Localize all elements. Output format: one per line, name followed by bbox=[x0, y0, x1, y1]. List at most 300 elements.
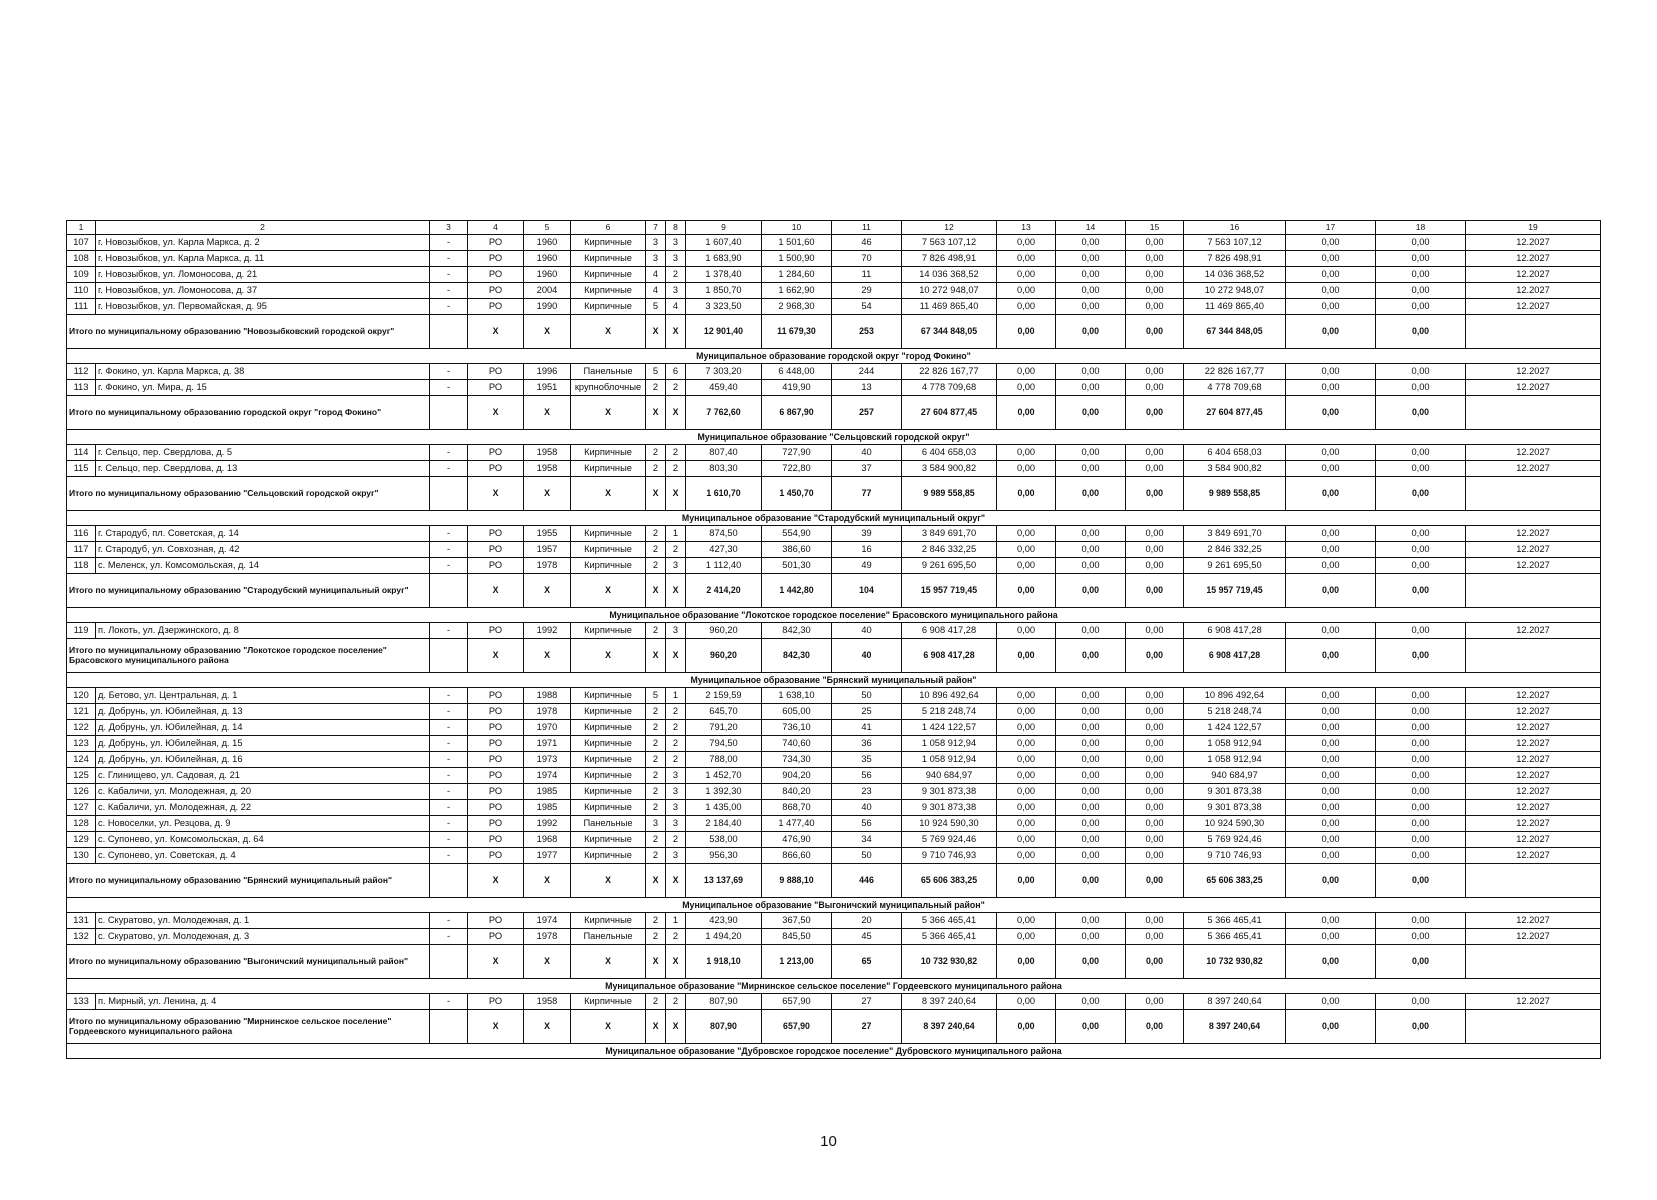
table-cell: 6 bbox=[666, 364, 686, 380]
table-cell: 9 301 873,38 bbox=[1184, 784, 1286, 800]
table-cell: - bbox=[430, 994, 468, 1010]
table-cell: - bbox=[430, 299, 468, 315]
table-cell: 0,00 bbox=[997, 720, 1056, 736]
total-cell: 9 888,10 bbox=[762, 864, 832, 898]
total-cell: 0,00 bbox=[1126, 945, 1184, 979]
table-cell: 124 bbox=[67, 752, 96, 768]
table-cell: РО bbox=[468, 800, 524, 816]
table-cell: Панельные bbox=[571, 929, 646, 945]
table-cell: 3 bbox=[666, 848, 686, 864]
table-cell: 9 710 746,93 bbox=[1184, 848, 1286, 864]
table-cell: Кирпичные bbox=[571, 526, 646, 542]
table-cell: 34 bbox=[832, 832, 902, 848]
table-cell: РО bbox=[468, 704, 524, 720]
total-cell: 0,00 bbox=[997, 574, 1056, 608]
table-cell: 0,00 bbox=[1056, 768, 1126, 784]
table-cell: 1 058 912,94 bbox=[1184, 752, 1286, 768]
table-cell: 112 bbox=[67, 364, 96, 380]
section-title: Муниципальное образование "Дубровское городское поселение" Дубровского муниципального района bbox=[67, 1044, 1601, 1059]
table-cell: Кирпичные bbox=[571, 800, 646, 816]
table-cell: 121 bbox=[67, 704, 96, 720]
table-cell: 1973 bbox=[524, 752, 571, 768]
total-cell: X bbox=[524, 477, 571, 511]
table-cell: 0,00 bbox=[1056, 736, 1126, 752]
table-cell: 120 bbox=[67, 688, 96, 704]
table-cell: 123 bbox=[67, 736, 96, 752]
table-cell: 0,00 bbox=[1056, 929, 1126, 945]
table-cell: 2 bbox=[646, 542, 666, 558]
table-cell: РО bbox=[468, 364, 524, 380]
table-cell: 45 bbox=[832, 929, 902, 945]
table-cell: 501,30 bbox=[762, 558, 832, 574]
table-cell: 0,00 bbox=[1286, 913, 1376, 929]
table-cell: 2 bbox=[666, 720, 686, 736]
column-number: 9 bbox=[686, 221, 762, 235]
table-cell: 12.2027 bbox=[1466, 736, 1601, 752]
section-row bbox=[67, 608, 1601, 623]
table-cell: 0,00 bbox=[1126, 623, 1184, 639]
table-cell: 866,60 bbox=[762, 848, 832, 864]
table-cell: Кирпичные bbox=[571, 235, 646, 251]
table-cell: 0,00 bbox=[997, 688, 1056, 704]
table-cell: 12.2027 bbox=[1466, 848, 1601, 864]
table-cell: 0,00 bbox=[1126, 832, 1184, 848]
table-cell: Кирпичные bbox=[571, 752, 646, 768]
total-cell: 65 bbox=[832, 945, 902, 979]
table-cell: 840,20 bbox=[762, 784, 832, 800]
table-cell: РО bbox=[468, 299, 524, 315]
table-cell: 0,00 bbox=[1376, 542, 1466, 558]
table-cell: 244 bbox=[832, 364, 902, 380]
table-cell: г. Новозыбков, ул. Первомайская, д. 95 bbox=[96, 299, 430, 315]
table-cell: - bbox=[430, 848, 468, 864]
table-cell: 0,00 bbox=[1126, 235, 1184, 251]
table-cell: 40 bbox=[832, 445, 902, 461]
table-cell: 50 bbox=[832, 688, 902, 704]
total-cell: 0,00 bbox=[1056, 574, 1126, 608]
table-cell: 2 846 332,25 bbox=[902, 542, 997, 558]
table-cell: 7 826 498,91 bbox=[1184, 251, 1286, 267]
table-cell: 12.2027 bbox=[1466, 235, 1601, 251]
table-cell: РО bbox=[468, 542, 524, 558]
table-cell: 0,00 bbox=[1056, 848, 1126, 864]
total-cell: X bbox=[524, 315, 571, 349]
table-cell: 657,90 bbox=[762, 994, 832, 1010]
table-cell: 2 bbox=[666, 752, 686, 768]
table-cell: 1 638,10 bbox=[762, 688, 832, 704]
total-cell bbox=[430, 477, 468, 511]
table-cell: 3 bbox=[646, 235, 666, 251]
table-cell: 3 bbox=[666, 768, 686, 784]
table-cell: 5 218 248,74 bbox=[1184, 704, 1286, 720]
table-cell: 115 bbox=[67, 461, 96, 477]
table-cell: 788,00 bbox=[686, 752, 762, 768]
table-cell: 807,40 bbox=[686, 445, 762, 461]
table-cell: 1990 bbox=[524, 299, 571, 315]
table-cell: РО bbox=[468, 832, 524, 848]
total-label: Итого по муниципальному образованию городской округ "город Фокино" bbox=[67, 396, 430, 430]
table-cell: 0,00 bbox=[1056, 752, 1126, 768]
table-cell: 0,00 bbox=[997, 784, 1056, 800]
table-cell: Кирпичные bbox=[571, 784, 646, 800]
table-cell: 0,00 bbox=[1286, 526, 1376, 542]
total-cell: 27 604 877,45 bbox=[902, 396, 997, 430]
table-cell: 1971 bbox=[524, 736, 571, 752]
table-cell: 4 778 709,68 bbox=[1184, 380, 1286, 396]
total-cell: 9 989 558,85 bbox=[1184, 477, 1286, 511]
table-cell: 0,00 bbox=[997, 623, 1056, 639]
table-cell: 56 bbox=[832, 816, 902, 832]
column-number: 11 bbox=[832, 221, 902, 235]
total-cell: 0,00 bbox=[997, 945, 1056, 979]
table-cell: 2 bbox=[646, 768, 666, 784]
table-cell: - bbox=[430, 736, 468, 752]
table-cell: 12.2027 bbox=[1466, 816, 1601, 832]
table-row bbox=[67, 913, 1601, 929]
table-cell: - bbox=[430, 704, 468, 720]
table-cell: 3 bbox=[666, 283, 686, 299]
table-cell: 2 bbox=[646, 913, 666, 929]
table-cell: г. Новозыбков, ул. Ломоносова, д. 37 bbox=[96, 283, 430, 299]
table-cell: 794,50 bbox=[686, 736, 762, 752]
table-cell: 0,00 bbox=[1056, 283, 1126, 299]
column-number: 18 bbox=[1376, 221, 1466, 235]
total-cell: 0,00 bbox=[1056, 477, 1126, 511]
table-cell: 0,00 bbox=[1056, 720, 1126, 736]
table-cell: 1 662,90 bbox=[762, 283, 832, 299]
table-cell: 10 924 590,30 bbox=[902, 816, 997, 832]
table-cell: 0,00 bbox=[1376, 299, 1466, 315]
total-cell: X bbox=[571, 864, 646, 898]
table-cell: г. Фокино, ул. Карла Маркса, д. 38 bbox=[96, 364, 430, 380]
table-cell: 41 bbox=[832, 720, 902, 736]
table-cell: Кирпичные bbox=[571, 445, 646, 461]
total-cell: 10 732 930,82 bbox=[902, 945, 997, 979]
section-row bbox=[67, 349, 1601, 364]
total-cell: 0,00 bbox=[1376, 574, 1466, 608]
total-cell: 12 901,40 bbox=[686, 315, 762, 349]
table-cell: 29 bbox=[832, 283, 902, 299]
table-cell: РО bbox=[468, 752, 524, 768]
table-cell: 0,00 bbox=[997, 752, 1056, 768]
table-cell: 3 bbox=[666, 251, 686, 267]
table-cell: 5 bbox=[646, 299, 666, 315]
total-cell: 0,00 bbox=[1126, 864, 1184, 898]
total-cell: 10 732 930,82 bbox=[1184, 945, 1286, 979]
table-cell: 111 bbox=[67, 299, 96, 315]
total-cell: 1 442,80 bbox=[762, 574, 832, 608]
table-cell: 0,00 bbox=[997, 994, 1056, 1010]
total-cell bbox=[1466, 574, 1601, 608]
table-cell: 605,00 bbox=[762, 704, 832, 720]
table-cell: 12.2027 bbox=[1466, 364, 1601, 380]
table-cell: - bbox=[430, 526, 468, 542]
table-cell: 0,00 bbox=[997, 768, 1056, 784]
table-cell: Кирпичные bbox=[571, 299, 646, 315]
table-cell: 2 bbox=[646, 832, 666, 848]
total-cell: 0,00 bbox=[1286, 315, 1376, 349]
table-row bbox=[67, 688, 1601, 704]
total-cell: 0,00 bbox=[1056, 1010, 1126, 1044]
total-cell: X bbox=[524, 639, 571, 673]
table-cell: 0,00 bbox=[1126, 816, 1184, 832]
table-cell: 0,00 bbox=[1286, 364, 1376, 380]
table-cell: 12.2027 bbox=[1466, 784, 1601, 800]
table-cell: с. Скуратово, ул. Молодежная, д. 1 bbox=[96, 913, 430, 929]
table-cell: 5 366 465,41 bbox=[1184, 913, 1286, 929]
table-cell: 10 896 492,64 bbox=[1184, 688, 1286, 704]
table-cell: Кирпичные bbox=[571, 913, 646, 929]
total-label: Итого по муниципальному образованию "Новозыбковский городской округ" bbox=[67, 315, 430, 349]
table-cell: 10 896 492,64 bbox=[902, 688, 997, 704]
table-row bbox=[67, 445, 1601, 461]
total-cell: 9 989 558,85 bbox=[902, 477, 997, 511]
table-cell: 0,00 bbox=[1286, 299, 1376, 315]
table-cell: Кирпичные bbox=[571, 558, 646, 574]
total-row bbox=[67, 477, 1601, 511]
table-cell: 2 bbox=[646, 848, 666, 864]
table-cell: Кирпичные bbox=[571, 688, 646, 704]
table-cell: Панельные bbox=[571, 364, 646, 380]
table-cell: 12.2027 bbox=[1466, 380, 1601, 396]
table-cell: 113 bbox=[67, 380, 96, 396]
table-cell: 0,00 bbox=[1376, 704, 1466, 720]
table-row bbox=[67, 542, 1601, 558]
table-row bbox=[67, 736, 1601, 752]
table-cell: - bbox=[430, 542, 468, 558]
table-cell: 1 424 122,57 bbox=[902, 720, 997, 736]
table-cell: 1996 bbox=[524, 364, 571, 380]
table-cell: 1992 bbox=[524, 816, 571, 832]
table-cell: 2 bbox=[666, 704, 686, 720]
table-cell: 0,00 bbox=[997, 364, 1056, 380]
table-cell: Кирпичные bbox=[571, 251, 646, 267]
table-cell: 0,00 bbox=[1376, 364, 1466, 380]
table-cell: 386,60 bbox=[762, 542, 832, 558]
table-cell: 0,00 bbox=[1126, 929, 1184, 945]
table-cell: 2 bbox=[646, 623, 666, 639]
table-cell: 0,00 bbox=[997, 736, 1056, 752]
total-cell: 0,00 bbox=[997, 1010, 1056, 1044]
table-cell: РО bbox=[468, 235, 524, 251]
table-cell: 2 bbox=[666, 832, 686, 848]
table-cell: 842,30 bbox=[762, 623, 832, 639]
total-cell: 0,00 bbox=[1126, 315, 1184, 349]
table-row bbox=[67, 784, 1601, 800]
total-cell: X bbox=[666, 639, 686, 673]
column-number: 10 bbox=[762, 221, 832, 235]
table-cell: 130 bbox=[67, 848, 96, 864]
total-cell: X bbox=[646, 574, 666, 608]
table-cell: 0,00 bbox=[997, 267, 1056, 283]
table-cell: Кирпичные bbox=[571, 832, 646, 848]
table-body bbox=[67, 221, 1601, 1059]
table-cell: 0,00 bbox=[1376, 736, 1466, 752]
total-cell: X bbox=[646, 315, 666, 349]
table-cell: 807,90 bbox=[686, 994, 762, 1010]
table-cell: 0,00 bbox=[1286, 623, 1376, 639]
table-cell: 0,00 bbox=[1056, 558, 1126, 574]
table-cell: 1958 bbox=[524, 994, 571, 1010]
table-cell: 37 bbox=[832, 461, 902, 477]
table-cell: 0,00 bbox=[1056, 364, 1126, 380]
table-cell: 0,00 bbox=[1376, 235, 1466, 251]
table-cell: 14 036 368,52 bbox=[1184, 267, 1286, 283]
total-cell: 0,00 bbox=[1056, 864, 1126, 898]
table-cell: РО bbox=[468, 558, 524, 574]
column-number: 4 bbox=[468, 221, 524, 235]
total-cell: 0,00 bbox=[1376, 315, 1466, 349]
table-cell: 1 378,40 bbox=[686, 267, 762, 283]
table-cell: 10 272 948,07 bbox=[902, 283, 997, 299]
table-cell: 39 bbox=[832, 526, 902, 542]
table-cell: 0,00 bbox=[1126, 558, 1184, 574]
table-cell: 5 366 465,41 bbox=[902, 913, 997, 929]
section-row bbox=[67, 979, 1601, 994]
table-cell: 54 bbox=[832, 299, 902, 315]
table-cell: 419,90 bbox=[762, 380, 832, 396]
total-cell: 1 918,10 bbox=[686, 945, 762, 979]
table-cell: п. Мирный, ул. Ленина, д. 4 bbox=[96, 994, 430, 1010]
section-title: Муниципальное образование "Брянский муниципальный район" bbox=[67, 673, 1601, 688]
table-cell: 0,00 bbox=[1286, 251, 1376, 267]
table-cell: 2 bbox=[666, 267, 686, 283]
section-row bbox=[67, 430, 1601, 445]
table-cell: Кирпичные bbox=[571, 994, 646, 1010]
total-cell: 0,00 bbox=[1286, 639, 1376, 673]
table-cell: 0,00 bbox=[1126, 299, 1184, 315]
total-cell: 1 450,70 bbox=[762, 477, 832, 511]
total-cell: 0,00 bbox=[1286, 477, 1376, 511]
table-cell: 118 bbox=[67, 558, 96, 574]
table-cell: - bbox=[430, 816, 468, 832]
total-cell: X bbox=[468, 396, 524, 430]
table-cell: 2 bbox=[666, 542, 686, 558]
table-cell: 367,50 bbox=[762, 913, 832, 929]
table-cell: 6 908 417,28 bbox=[902, 623, 997, 639]
table-row bbox=[67, 848, 1601, 864]
table-cell: 126 bbox=[67, 784, 96, 800]
column-number: 7 bbox=[646, 221, 666, 235]
table-cell: 1968 bbox=[524, 832, 571, 848]
table-cell: 0,00 bbox=[1286, 267, 1376, 283]
total-cell: X bbox=[646, 945, 666, 979]
total-cell: 0,00 bbox=[997, 315, 1056, 349]
table-cell: 0,00 bbox=[1286, 832, 1376, 848]
table-cell: д. Добрунь, ул. Юбилейная, д. 16 bbox=[96, 752, 430, 768]
table-cell: 1988 bbox=[524, 688, 571, 704]
table-cell: 0,00 bbox=[997, 832, 1056, 848]
table-cell: 0,00 bbox=[1126, 445, 1184, 461]
table-cell: 845,50 bbox=[762, 929, 832, 945]
table-cell: Кирпичные bbox=[571, 267, 646, 283]
table-cell: 3 584 900,82 bbox=[1184, 461, 1286, 477]
table-row bbox=[67, 380, 1601, 396]
table-cell: 125 bbox=[67, 768, 96, 784]
table-cell: 0,00 bbox=[1126, 283, 1184, 299]
section-title: Муниципальное образование городской округ "город Фокино" bbox=[67, 349, 1601, 364]
total-cell: X bbox=[571, 639, 646, 673]
table-cell: 0,00 bbox=[1376, 283, 1466, 299]
table-cell: 1958 bbox=[524, 445, 571, 461]
table-cell: 2 bbox=[646, 445, 666, 461]
table-cell: 3 bbox=[666, 235, 686, 251]
table-cell: РО bbox=[468, 736, 524, 752]
table-cell: 0,00 bbox=[1376, 461, 1466, 477]
table-cell: 13 bbox=[832, 380, 902, 396]
total-cell: X bbox=[571, 477, 646, 511]
table-cell: 6 908 417,28 bbox=[1184, 623, 1286, 639]
table-cell: 0,00 bbox=[1286, 704, 1376, 720]
table-cell: Кирпичные bbox=[571, 704, 646, 720]
table-cell: - bbox=[430, 720, 468, 736]
table-cell: с. Кабаличи, ул. Молодежная, д. 20 bbox=[96, 784, 430, 800]
total-row bbox=[67, 639, 1601, 673]
total-cell bbox=[430, 574, 468, 608]
table-cell: 0,00 bbox=[997, 704, 1056, 720]
column-number: 17 bbox=[1286, 221, 1376, 235]
total-cell: X bbox=[524, 396, 571, 430]
table-cell: РО bbox=[468, 688, 524, 704]
total-cell: 0,00 bbox=[1126, 396, 1184, 430]
table-cell: с. Новоселки, ул. Резцова, д. 9 bbox=[96, 816, 430, 832]
table-cell: 3 323,50 bbox=[686, 299, 762, 315]
table-cell: 114 bbox=[67, 445, 96, 461]
table-cell: - bbox=[430, 461, 468, 477]
section-title: Муниципальное образование "Стародубский муниципальный округ" bbox=[67, 511, 1601, 526]
table-cell: 122 bbox=[67, 720, 96, 736]
table-cell: 0,00 bbox=[1376, 994, 1466, 1010]
table-cell: 2 bbox=[646, 929, 666, 945]
table-cell: 12.2027 bbox=[1466, 299, 1601, 315]
table-cell: 9 710 746,93 bbox=[902, 848, 997, 864]
total-cell: X bbox=[646, 477, 666, 511]
table-cell: - bbox=[430, 364, 468, 380]
table-cell: 2 bbox=[646, 736, 666, 752]
table-cell: 0,00 bbox=[1056, 816, 1126, 832]
table-cell: 722,80 bbox=[762, 461, 832, 477]
table-cell: РО bbox=[468, 526, 524, 542]
table-cell: 0,00 bbox=[1376, 800, 1466, 816]
table-cell: 1 500,90 bbox=[762, 251, 832, 267]
table-cell: 50 bbox=[832, 848, 902, 864]
table-cell: 868,70 bbox=[762, 800, 832, 816]
total-cell: 67 344 848,05 bbox=[1184, 315, 1286, 349]
table-cell: 0,00 bbox=[997, 299, 1056, 315]
table-cell: 0,00 bbox=[1286, 558, 1376, 574]
total-cell: 104 bbox=[832, 574, 902, 608]
table-cell: 1974 bbox=[524, 913, 571, 929]
total-cell: 0,00 bbox=[997, 864, 1056, 898]
table-cell: 4 778 709,68 bbox=[902, 380, 997, 396]
table-cell: - bbox=[430, 235, 468, 251]
total-label: Итого по муниципальному образованию "Брянский муниципальный район" bbox=[67, 864, 430, 898]
total-cell: 0,00 bbox=[1056, 315, 1126, 349]
table-cell: 1 058 912,94 bbox=[1184, 736, 1286, 752]
table-cell: 10 924 590,30 bbox=[1184, 816, 1286, 832]
table-cell: 0,00 bbox=[1126, 364, 1184, 380]
table-cell: 0,00 bbox=[1286, 768, 1376, 784]
section-row bbox=[67, 898, 1601, 913]
table-cell: 0,00 bbox=[1376, 752, 1466, 768]
table-cell: 0,00 bbox=[1286, 848, 1376, 864]
table-cell: 70 bbox=[832, 251, 902, 267]
table-cell: 14 036 368,52 bbox=[902, 267, 997, 283]
total-cell: 0,00 bbox=[1376, 639, 1466, 673]
table-cell: 3 bbox=[666, 816, 686, 832]
total-cell: 0,00 bbox=[1126, 1010, 1184, 1044]
table-cell: 12.2027 bbox=[1466, 800, 1601, 816]
